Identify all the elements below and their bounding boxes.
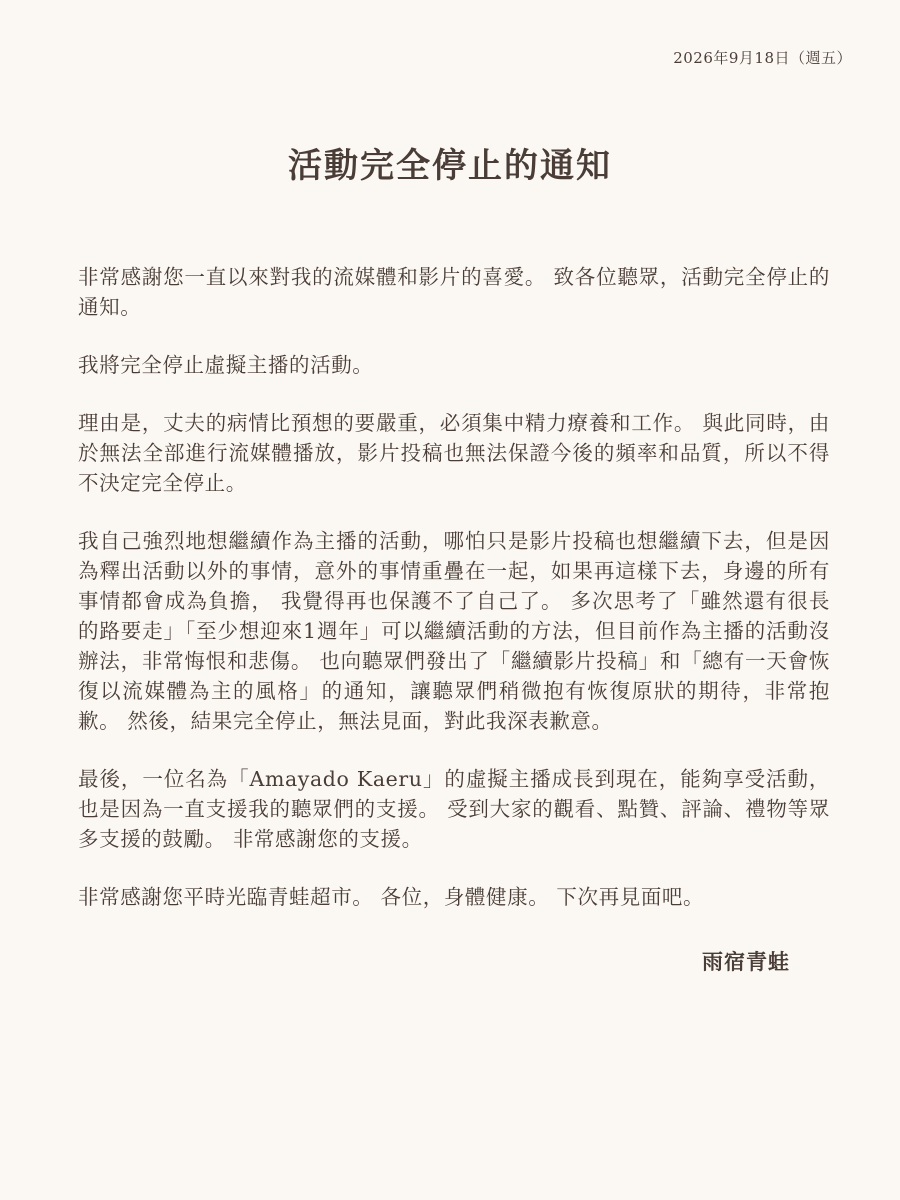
paragraph-feelings: 我自己強烈地想繼續作為主播的活動，哪怕只是影片投稿也想繼續下去，但是因為釋出活動以外的事情，意外的事情重疊在一起，如果再這樣下去，身邊的所有事情都會成為負擔， 我覺得再也保護不了自己了。 多次思考了「雖然還有很長的路要走」「至少想迎來1週年」可以繼續活動的方法，但目前作為主播的活動沒辦法，非常悔恨和悲傷。 也向聽眾們發出了「繼續影片投稿」和「總有一天會恢復以流媒體為主的風格」的通知，讓聽眾們稍微抱有恢復原狀的期待，非常抱歉。 然後，結果完全停止，無法見面，對此我深表歉意。 — [78, 529, 830, 733]
paragraph-thanks: 非常感謝您一直以來對我的流媒體和影片的喜愛。 致各位聽眾，活動完全停止的通知。 — [78, 265, 830, 319]
notice-title: 活動完全停止的通知 — [288, 146, 612, 186]
paragraph-gratitude: 最後，一位名為「Amayado Kaeru」的虛擬主播成長到現在，能夠享受活動，也是因為一直支援我的聽眾們的支援。 受到大家的觀看、點贊、評論、禮物等眾多支援的鼓勵。 非常感謝您的支援。 — [78, 767, 830, 851]
notice-body — [78, 262, 830, 940]
paragraph-announcement: 我將完全停止虛擬主播的活動。 — [78, 353, 374, 377]
signature: 雨宿青蛙 — [702, 949, 790, 974]
notice-date: 2026年9月18日（週五） — [673, 49, 852, 67]
paragraph-farewell: 非常感謝您平時光臨青蛙超市。 各位，身體健康。 下次再見面吧。 — [78, 885, 705, 909]
paragraph-reason: 理由是，丈夫的病情比預想的要嚴重，必須集中精力療養和工作。 與此同時，由於無法全部進行流媒體播放，影片投稿也無法保證今後的頻率和品質，所以不得不決定完全停止。 — [78, 411, 830, 495]
